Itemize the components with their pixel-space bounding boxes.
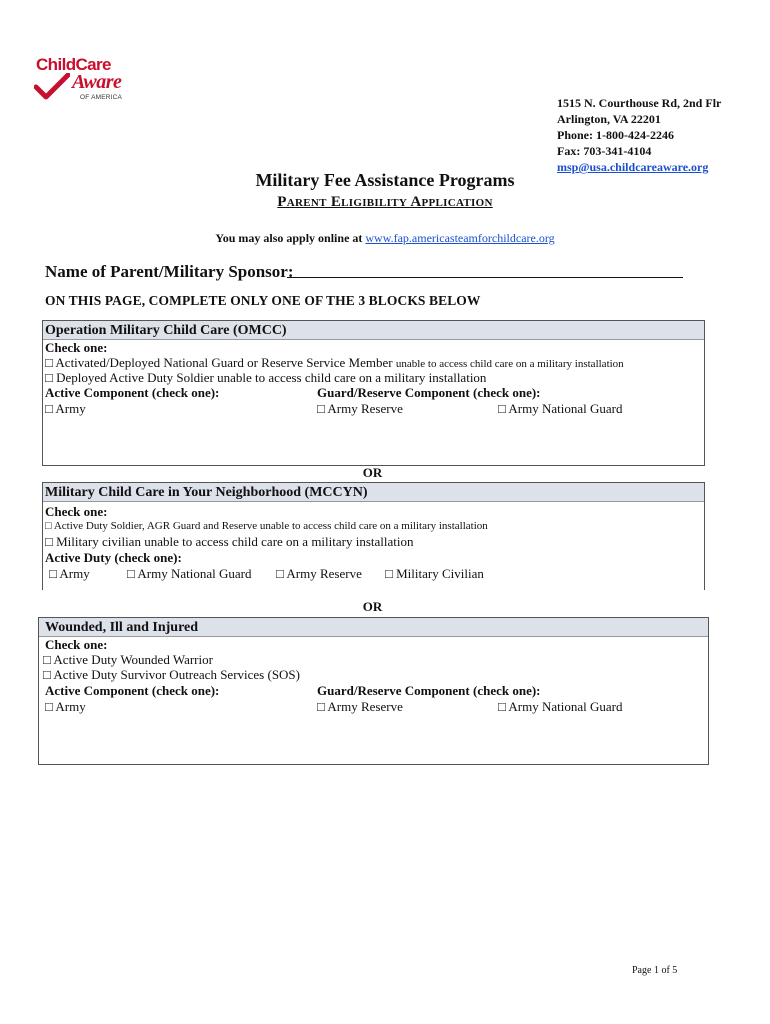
mccyn-military-civilian-label: Military Civilian — [396, 566, 484, 581]
sponsor-label: Name of Parent/Military Sponsor: — [45, 262, 294, 281]
address-email-link[interactable]: msp@usa.childcareaware.org — [557, 160, 709, 174]
mccyn-active-duty-label: Active Duty (check one): — [45, 550, 182, 565]
wii-option-wounded-warrior-label: Active Duty Wounded Warrior — [53, 652, 213, 667]
checkbox-icon[interactable]: □ — [45, 699, 53, 714]
address-city: Arlington, VA 22201 — [557, 112, 661, 126]
wii-army-ng-label: Army National Guard — [508, 699, 623, 714]
or-separator-1: OR — [362, 465, 383, 480]
block-omcc — [42, 320, 705, 466]
checkbox-icon[interactable]: □ — [317, 699, 325, 714]
checkbox-icon[interactable]: □ — [498, 699, 506, 714]
block-mccyn-title: Military Child Care in Your Neighborhood (MCCYN) — [43, 483, 704, 502]
address-fax: Fax: 703-341-4104 — [557, 144, 652, 158]
childcare-aware-logo — [26, 47, 138, 105]
mccyn-option-active-duty-label: Active Duty Soldier, AGR Guard and Reserve unable to access child care on a military installation — [53, 520, 488, 532]
checkbox-icon[interactable]: □ — [45, 401, 53, 416]
mccyn-military-civilian-option — [385, 566, 484, 582]
mccyn-option-military-civilian-label: Military civilian unable to access child care on a military installation — [56, 534, 414, 549]
wii-option-sos — [43, 667, 300, 683]
wii-army-reserve-option — [317, 699, 403, 715]
checkbox-icon[interactable]: □ — [127, 566, 135, 581]
checkbox-icon[interactable]: □ — [43, 667, 51, 682]
mccyn-option-active-duty — [45, 520, 488, 532]
checkbox-icon[interactable]: □ — [45, 370, 53, 385]
wii-army-ng-option — [498, 699, 623, 715]
omcc-check-one-label: Check one: — [45, 340, 108, 355]
mccyn-army-reserve-option — [276, 566, 362, 582]
mccyn-army-label: Army — [59, 566, 90, 581]
page-number: Page 1 of 5 — [632, 965, 678, 976]
omcc-option-deployed-label: Deployed Active Duty Soldier unable to access child care on a military installation — [56, 370, 487, 385]
logo-checkmark-icon — [34, 73, 70, 101]
omcc-army-label: Army — [55, 401, 86, 416]
apply-online-note — [0, 231, 770, 246]
mccyn-check-one-label: Check one: — [45, 504, 108, 519]
mccyn-army-option — [49, 566, 90, 582]
checkbox-icon[interactable]: □ — [498, 401, 506, 416]
wii-option-sos-label: Active Duty Survivor Outreach Services (SOS) — [53, 667, 300, 682]
apply-online-link[interactable]: www.fap.americasteamforchildcare.org — [365, 231, 555, 245]
checkbox-icon[interactable]: □ — [385, 566, 393, 581]
omcc-active-component-label: Active Component (check one): — [45, 385, 220, 400]
omcc-option-activated — [45, 355, 624, 371]
instruction-text: ON THIS PAGE, COMPLETE ONLY ONE OF THE 3 BLOCKS BELOW — [45, 293, 481, 308]
checkbox-icon[interactable]: □ — [45, 534, 53, 549]
contact-address — [557, 95, 721, 175]
wii-check-one-label: Check one: — [45, 637, 108, 652]
omcc-option-deployed — [45, 370, 486, 386]
block-mccyn — [42, 482, 705, 590]
wii-active-component-label: Active Component (check one): — [45, 683, 220, 698]
logo-text-of-america: OF AMERICA — [80, 94, 123, 101]
checkbox-icon[interactable]: □ — [49, 566, 57, 581]
omcc-army-ng-option — [498, 401, 623, 417]
logo-text-aware: Aware — [72, 71, 122, 93]
address-phone: Phone: 1-800-424-2246 — [557, 128, 674, 142]
block-wounded-ill-injured — [38, 617, 709, 765]
block-wii-title: Wounded, Ill and Injured — [39, 618, 708, 637]
mccyn-army-ng-label: Army National Guard — [137, 566, 252, 581]
omcc-guard-reserve-label: Guard/Reserve Component (check one): — [317, 385, 541, 400]
wii-option-wounded-warrior — [43, 652, 213, 668]
checkbox-icon[interactable]: □ — [317, 401, 325, 416]
sponsor-name-field[interactable] — [287, 277, 683, 278]
logo-text-childcare: ChildCare — [36, 55, 111, 74]
apply-online-text: You may also apply online at — [215, 231, 366, 245]
omcc-army-reserve-option — [317, 401, 403, 417]
wii-army-reserve-label: Army Reserve — [327, 699, 403, 714]
wii-army-option — [45, 699, 86, 715]
omcc-army-reserve-label: Army Reserve — [327, 401, 403, 416]
or-separator-2: OR — [362, 599, 383, 614]
checkbox-icon[interactable]: □ — [43, 652, 51, 667]
omcc-army-option — [45, 401, 86, 417]
mccyn-option-military-civilian — [45, 534, 414, 550]
mccyn-army-ng-option — [127, 566, 252, 582]
wii-army-label: Army — [55, 699, 86, 714]
omcc-option-activated-note: unable to access child care on a military installation — [395, 358, 624, 370]
checkbox-icon[interactable]: □ — [45, 520, 52, 532]
page-title: Military Fee Assistance Programs — [255, 170, 515, 190]
omcc-army-ng-label: Army National Guard — [508, 401, 623, 416]
block-omcc-title: Operation Military Child Care (OMCC) — [43, 321, 704, 340]
checkbox-icon[interactable]: □ — [45, 355, 53, 370]
wii-guard-reserve-label: Guard/Reserve Component (check one): — [317, 683, 541, 698]
address-street: 1515 N. Courthouse Rd, 2nd Flr — [557, 96, 722, 110]
omcc-option-activated-label: Activated/Deployed National Guard or Reserve Service Member — [55, 355, 396, 370]
mccyn-army-reserve-label: Army Reserve — [286, 566, 362, 581]
page-subtitle: Parent Eligibility Application — [277, 194, 493, 210]
checkbox-icon[interactable]: □ — [276, 566, 284, 581]
